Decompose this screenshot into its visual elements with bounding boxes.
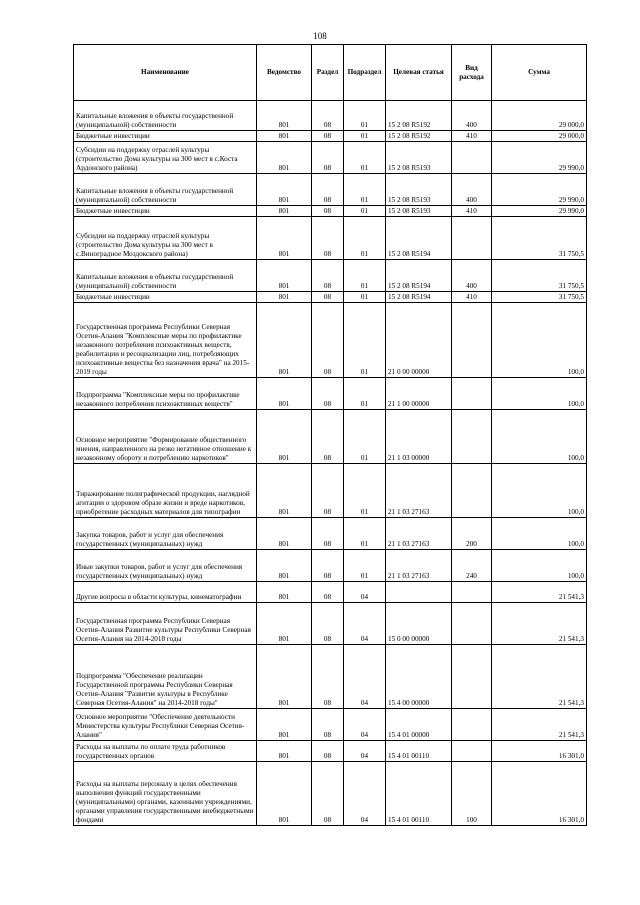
cell-name: Капитальные вложения в объекты государственной (муниципальной) собственности <box>74 174 257 206</box>
cell-expense-kind <box>452 217 492 260</box>
cell-target-article: 15 0 00 00000 <box>386 603 452 645</box>
cell-amount: 29 000,0 <box>492 131 587 142</box>
cell-amount: 21 541,3 <box>492 709 587 741</box>
cell-subsection: 01 <box>344 260 386 292</box>
cell-expense-kind <box>452 378 492 410</box>
cell-section: 08 <box>312 645 344 709</box>
table-row <box>74 217 587 260</box>
cell-section: 08 <box>312 206 344 217</box>
cell-name: Расходы на выплаты персоналу в целях обеспечения выполнения функций государственными (муниципальными) органами, казенными учреждениями, органами управления государственными внебюджетными фондами <box>74 762 257 826</box>
cell-target-article: 15 2 08 R5193 <box>386 142 452 174</box>
cell-subsection: 01 <box>344 217 386 260</box>
cell-target-article: 21 1 03 27163 <box>386 550 452 582</box>
table-row <box>74 303 587 378</box>
cell-expense-kind: 400 <box>452 260 492 292</box>
cell-subsection: 01 <box>344 101 386 131</box>
cell-section: 08 <box>312 709 344 741</box>
cell-department: 801 <box>257 292 312 303</box>
cell-section: 08 <box>312 142 344 174</box>
table-row <box>74 378 587 410</box>
cell-target-article: 21 1 03 00000 <box>386 410 452 464</box>
table-row <box>74 464 587 518</box>
cell-section: 08 <box>312 550 344 582</box>
cell-subsection: 01 <box>344 410 386 464</box>
cell-department: 801 <box>257 410 312 464</box>
cell-section: 08 <box>312 762 344 826</box>
table-row <box>74 292 587 303</box>
cell-target-article <box>386 582 452 603</box>
cell-target-article: 21 1 03 27163 <box>386 518 452 550</box>
cell-section: 08 <box>312 131 344 142</box>
cell-department: 801 <box>257 762 312 826</box>
cell-section: 08 <box>312 741 344 762</box>
cell-subsection: 04 <box>344 762 386 826</box>
cell-section: 08 <box>312 603 344 645</box>
cell-target-article: 21 1 03 27163 <box>386 464 452 518</box>
cell-name: Другие вопросы в области культуры, кинематографии <box>74 582 257 603</box>
header-name: Наименование <box>74 45 257 101</box>
cell-amount: 21 541,3 <box>492 582 587 603</box>
table-row <box>74 518 587 550</box>
cell-subsection: 01 <box>344 378 386 410</box>
cell-expense-kind <box>452 142 492 174</box>
table-row <box>74 709 587 741</box>
header-target-article: Целевая статья <box>386 45 452 101</box>
cell-expense-kind <box>452 645 492 709</box>
cell-section: 08 <box>312 303 344 378</box>
cell-expense-kind <box>452 410 492 464</box>
cell-department: 801 <box>257 142 312 174</box>
cell-target-article: 21 1 00 00000 <box>386 378 452 410</box>
cell-subsection: 01 <box>344 292 386 303</box>
cell-subsection: 01 <box>344 174 386 206</box>
cell-subsection: 04 <box>344 645 386 709</box>
cell-expense-kind: 200 <box>452 518 492 550</box>
cell-department: 801 <box>257 603 312 645</box>
cell-department: 801 <box>257 582 312 603</box>
cell-amount: 100,0 <box>492 303 587 378</box>
cell-target-article: 15 2 08 R5194 <box>386 292 452 303</box>
cell-subsection: 04 <box>344 741 386 762</box>
cell-target-article: 15 2 08 R5193 <box>386 206 452 217</box>
cell-name: Подпрограмма "Обеспечение реализации Государственной программы Республики Северная Осетия-Алания "Развитие культуры в Республике Северная Осетия-Алания" на 2014-2018 годы" <box>74 645 257 709</box>
cell-name: Капитальные вложения в объекты государственной (муниципальной) собственности <box>74 260 257 292</box>
cell-target-article: 21 0 00 00000 <box>386 303 452 378</box>
cell-target-article: 15 2 08 R5193 <box>386 174 452 206</box>
cell-department: 801 <box>257 645 312 709</box>
cell-expense-kind <box>452 464 492 518</box>
cell-name: Расходы на выплаты по оплате труда работников государственных органов <box>74 741 257 762</box>
cell-section: 08 <box>312 260 344 292</box>
cell-amount: 100,0 <box>492 410 587 464</box>
cell-section: 08 <box>312 582 344 603</box>
table-row <box>74 741 587 762</box>
cell-expense-kind: 400 <box>452 174 492 206</box>
budget-table <box>73 44 587 826</box>
cell-subsection: 04 <box>344 603 386 645</box>
page-number: 108 <box>313 31 327 41</box>
header-section: Раздел <box>312 45 344 101</box>
table-row <box>74 550 587 582</box>
cell-target-article: 15 2 08 R5194 <box>386 260 452 292</box>
cell-section: 08 <box>312 292 344 303</box>
cell-expense-kind <box>452 709 492 741</box>
cell-expense-kind: 400 <box>452 101 492 131</box>
table-row <box>74 131 587 142</box>
cell-name: Капитальные вложения в объекты государственной (муниципальной) собственности <box>74 101 257 131</box>
cell-department: 801 <box>257 550 312 582</box>
cell-expense-kind: 410 <box>452 206 492 217</box>
cell-amount: 16 301,0 <box>492 741 587 762</box>
cell-name: Субсидии на поддержку отраслей культуры (строительство Дома культуры на 300 мест в с.Виноградное Моздокского района) <box>74 217 257 260</box>
cell-department: 801 <box>257 101 312 131</box>
cell-department: 801 <box>257 378 312 410</box>
cell-amount: 21 541,3 <box>492 603 587 645</box>
table-body <box>74 101 587 826</box>
cell-section: 08 <box>312 174 344 206</box>
cell-department: 801 <box>257 741 312 762</box>
cell-department: 801 <box>257 131 312 142</box>
cell-subsection: 01 <box>344 131 386 142</box>
cell-department: 801 <box>257 174 312 206</box>
table-row <box>74 260 587 292</box>
cell-expense-kind <box>452 741 492 762</box>
cell-department: 801 <box>257 518 312 550</box>
table-row <box>74 645 587 709</box>
cell-expense-kind <box>452 582 492 603</box>
cell-target-article: 15 2 08 R5192 <box>386 131 452 142</box>
table-row <box>74 410 587 464</box>
cell-name: Основное мероприятие "Формирование общественного мнения, направленного на резко негативное отношение к незаконному обороту и потреблению наркотиков" <box>74 410 257 464</box>
cell-target-article: 15 2 08 R5194 <box>386 217 452 260</box>
cell-amount: 100,0 <box>492 378 587 410</box>
cell-target-article: 15 4 00 00000 <box>386 645 452 709</box>
cell-subsection: 01 <box>344 303 386 378</box>
cell-amount: 29 990,0 <box>492 174 587 206</box>
cell-amount: 29 990,0 <box>492 142 587 174</box>
cell-name: Закупка товаров, работ и услуг для обеспечения государственных (муниципальных) нужд <box>74 518 257 550</box>
cell-name: Бюджетные инвестиции <box>74 206 257 217</box>
cell-name: Государственная программа Республики Северная Осетия-Алания Развитие культуры Республики Северная Осетия-Алания на 2014-2018 годы <box>74 603 257 645</box>
cell-department: 801 <box>257 303 312 378</box>
cell-section: 08 <box>312 464 344 518</box>
table-row <box>74 142 587 174</box>
cell-expense-kind: 410 <box>452 292 492 303</box>
cell-name: Бюджетные инвестиции <box>74 292 257 303</box>
cell-subsection: 04 <box>344 582 386 603</box>
cell-section: 08 <box>312 518 344 550</box>
cell-expense-kind: 100 <box>452 762 492 826</box>
cell-department: 801 <box>257 260 312 292</box>
cell-expense-kind <box>452 603 492 645</box>
table-row <box>74 582 587 603</box>
cell-amount: 31 750,5 <box>492 292 587 303</box>
cell-section: 08 <box>312 217 344 260</box>
cell-amount: 16 301,0 <box>492 762 587 826</box>
cell-subsection: 01 <box>344 550 386 582</box>
cell-section: 08 <box>312 410 344 464</box>
cell-name: Подпрограмма "Комплексные меры по профилактике незаконного потребления психоактивных веществ" <box>74 378 257 410</box>
cell-amount: 29 990,0 <box>492 206 587 217</box>
cell-name: Бюджетные инвестиции <box>74 131 257 142</box>
cell-department: 801 <box>257 206 312 217</box>
cell-expense-kind: 410 <box>452 131 492 142</box>
cell-section: 08 <box>312 101 344 131</box>
table-row <box>74 174 587 206</box>
table-header-row <box>74 45 587 101</box>
cell-target-article: 15 4 01 00000 <box>386 709 452 741</box>
table-row <box>74 762 587 826</box>
cell-name: Тиражирование полиграфической продукции, наглядной агитации о здоровом образе жизни и вреде наркотиков, приобретение расходных материалов для типографии <box>74 464 257 518</box>
cell-department: 801 <box>257 217 312 260</box>
cell-amount: 100,0 <box>492 550 587 582</box>
cell-name: Основное мероприятие "Обеспечение деятельности Министерства культуры Республики Северная Осетия-Алания" <box>74 709 257 741</box>
cell-section: 08 <box>312 378 344 410</box>
cell-name: Государственная программа Республики Северная Осетия-Алания "Комплексные меры по профилактике незаконного потребления психоактивных веществ, реабилитации и ресоциализации лиц, потребляющих психоактивные вещества без назначения врача" на 2015-2019 годы <box>74 303 257 378</box>
header-subsection: Подраздел <box>344 45 386 101</box>
cell-target-article: 15 4 01 00110 <box>386 762 452 826</box>
cell-subsection: 01 <box>344 142 386 174</box>
cell-name: Иные закупки товаров, работ и услуг для обеспечения государственных (муниципальных) нужд <box>74 550 257 582</box>
header-expense-kind: Вид расхода <box>452 45 492 101</box>
cell-expense-kind: 240 <box>452 550 492 582</box>
header-department: Ведомство <box>257 45 312 101</box>
cell-amount: 29 000,0 <box>492 101 587 131</box>
cell-amount: 100,0 <box>492 464 587 518</box>
cell-amount: 21 541,3 <box>492 645 587 709</box>
cell-amount: 100,0 <box>492 518 587 550</box>
cell-name: Субсидии на поддержку отраслей культуры (строительство Дома культуры на 300 мест в с.Коста Ардонского района) <box>74 142 257 174</box>
table-row <box>74 603 587 645</box>
cell-department: 801 <box>257 709 312 741</box>
table-row <box>74 101 587 131</box>
cell-subsection: 01 <box>344 206 386 217</box>
cell-subsection: 01 <box>344 464 386 518</box>
cell-expense-kind <box>452 303 492 378</box>
cell-department: 801 <box>257 464 312 518</box>
header-amount: Сумма <box>492 45 587 101</box>
cell-subsection: 04 <box>344 709 386 741</box>
cell-amount: 31 750,5 <box>492 260 587 292</box>
cell-subsection: 01 <box>344 518 386 550</box>
table-row <box>74 206 587 217</box>
cell-target-article: 15 4 01 00110 <box>386 741 452 762</box>
cell-target-article: 15 2 08 R5192 <box>386 101 452 131</box>
cell-amount: 31 750,5 <box>492 217 587 260</box>
